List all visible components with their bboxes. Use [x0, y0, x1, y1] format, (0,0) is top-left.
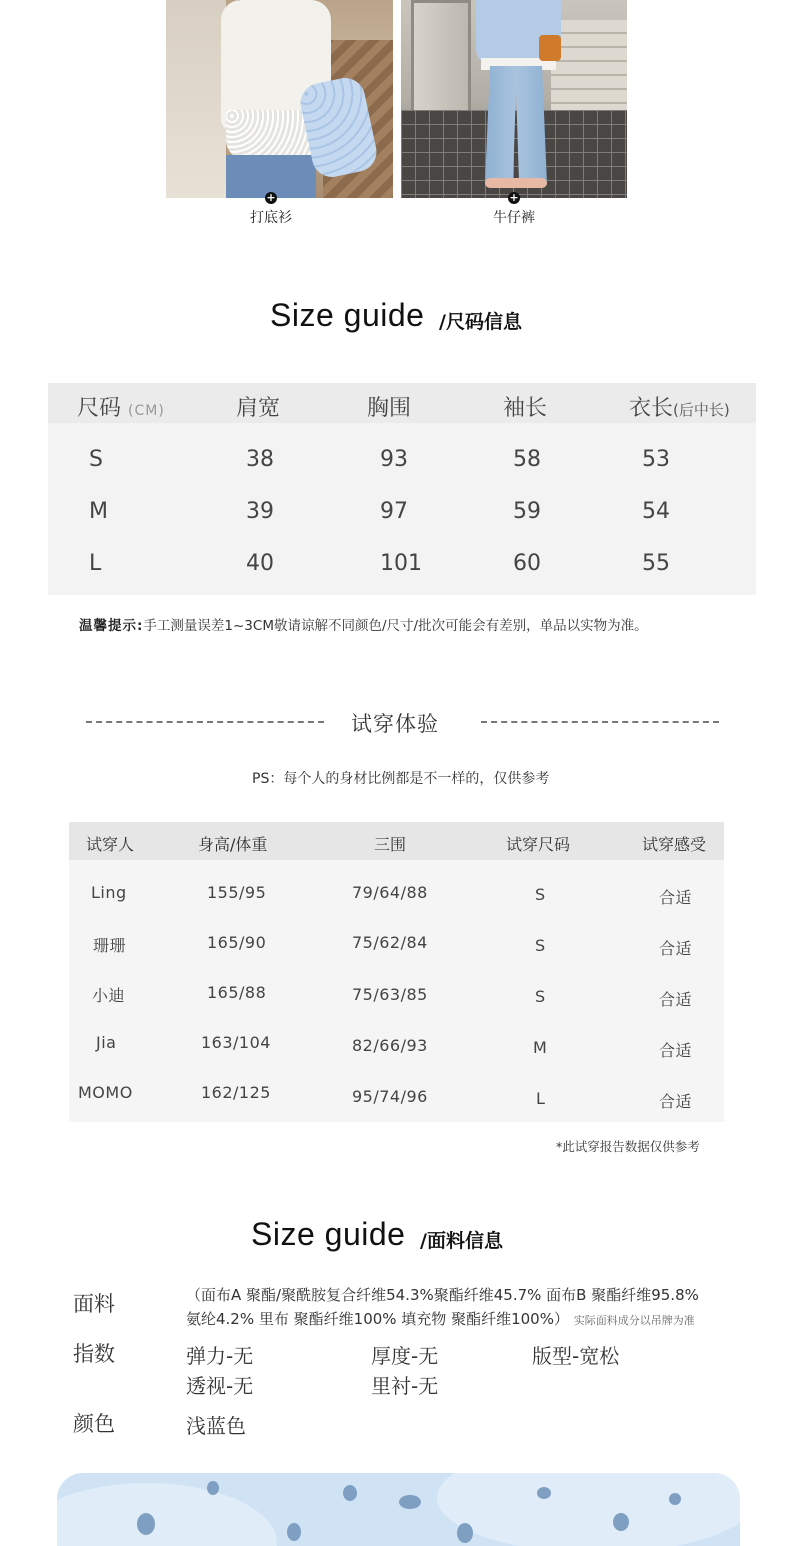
index-fit: 版型-宽松 [532, 1344, 620, 1368]
fabric-composition-line1: （面布A 聚酯/聚酰胺复合纤维54.3%聚酯纤维45.7% 面布B 聚酯纤维95.8% [186, 1286, 699, 1304]
outfit-caption-jeans: 牛仔裤 [493, 210, 535, 226]
tryon-measurements: 82/66/93 [352, 1036, 428, 1055]
tryon-person: Jia [96, 1033, 117, 1052]
tryon-height-weight: 165/90 [207, 933, 267, 952]
tryon-measurements: 95/74/96 [352, 1087, 428, 1106]
tryon-size: S [535, 885, 546, 904]
size-row-sleeve: 60 [513, 551, 541, 576]
tryon-size: L [536, 1089, 546, 1108]
tryon-table [69, 822, 724, 1122]
tryon-feel: 合适 [659, 1041, 693, 1060]
size-table [48, 383, 756, 595]
divider-right [481, 721, 719, 723]
tryon-feel: 合适 [659, 1092, 693, 1111]
size-row-bust: 101 [380, 551, 422, 576]
fabric-composition-line2: 氨纶4.2% 里布 聚酯纤维100% 填充物 聚酯纤维100%） 实际面料成分以吊牌为准 [186, 1310, 695, 1328]
size-row-sleeve: 59 [513, 499, 541, 524]
index-elasticity: 弹力-无 [186, 1344, 254, 1368]
header-height-weight: 身高/体重 [198, 835, 268, 854]
header-size-unit: (CM) [128, 403, 165, 419]
tryon-height-weight: 165/88 [207, 983, 267, 1002]
header-size: 尺码 (CM) [77, 396, 165, 421]
tryon-footnote: *此试穿报告数据仅供参考 [556, 1139, 700, 1154]
tryon-feel: 合适 [659, 990, 693, 1009]
fabric-note: 实际面料成分以吊牌为准 [573, 1314, 695, 1327]
size-row-shoulder: 39 [246, 499, 274, 524]
header-bust: 胸围 [367, 396, 412, 421]
index-thickness: 厚度-无 [371, 1344, 439, 1368]
header-measurements: 三围 [374, 835, 407, 854]
size-row-sleeve: 58 [513, 447, 541, 472]
header-sleeve: 袖长 [503, 396, 548, 421]
size-row-bust: 97 [380, 499, 408, 524]
tryon-feel: 合适 [659, 888, 693, 907]
tryon-ps-note: PS：每个人的身材比例都是不一样的，仅供参考 [252, 771, 550, 787]
outfit-photo-top [166, 0, 393, 198]
tryon-person: MOMO [78, 1083, 133, 1102]
tryon-title: 试穿体验 [351, 712, 439, 736]
tryon-measurements: 79/64/88 [352, 883, 428, 902]
index-sheer: 透视-无 [186, 1374, 254, 1398]
tryon-size: S [535, 936, 546, 955]
divider-left [86, 721, 324, 723]
fabric-guide-subtitle: /面料信息 [420, 1230, 503, 1252]
plus-icon: + [266, 191, 276, 204]
header-tryon-size: 试穿尺码 [506, 835, 571, 854]
size-guide-title: Size guide [270, 297, 425, 333]
tip-text: 手工测量误差1~3CM敬请谅解不同颜色/尺寸/批次可能会有差别，单品以实物为准。 [143, 618, 648, 634]
tryon-table-header [69, 822, 724, 860]
size-row-bust: 93 [380, 447, 408, 472]
measurement-tip [79, 614, 648, 634]
size-table-header [48, 383, 756, 423]
size-row-size: L [89, 551, 102, 576]
size-row-shoulder: 38 [246, 447, 274, 472]
size-row-size: S [89, 447, 103, 472]
size-guide-subtitle: /尺码信息 [439, 311, 522, 333]
fabric-label: 面料 [73, 1292, 115, 1316]
tryon-height-weight: 155/95 [207, 883, 267, 902]
tryon-feel: 合适 [659, 939, 693, 958]
header-length: 衣长(后中长) [629, 396, 730, 421]
header-length-note: (后中长) [673, 401, 730, 419]
size-row-shoulder: 40 [246, 551, 274, 576]
fabric-detail-photo [57, 1473, 740, 1546]
plus-icon: + [509, 191, 519, 204]
color-value: 浅蓝色 [186, 1414, 246, 1438]
tryon-person: 小迪 [92, 986, 126, 1005]
index-lining: 里衬-无 [371, 1374, 439, 1398]
tryon-measurements: 75/62/84 [352, 933, 428, 952]
header-person: 试穿人 [86, 835, 135, 854]
size-row-length: 55 [642, 551, 670, 576]
tryon-size: S [535, 987, 546, 1006]
outfit-caption-top: 打底衫 [250, 210, 292, 226]
tip-label: 温馨提示: [79, 618, 144, 634]
tryon-size: M [533, 1038, 548, 1057]
tryon-height-weight: 163/104 [201, 1033, 271, 1052]
size-row-size: M [89, 499, 108, 524]
fabric-guide-title: Size guide [251, 1216, 406, 1252]
index-label: 指数 [73, 1342, 115, 1366]
outfit-photo-jeans [401, 0, 627, 198]
size-row-length: 54 [642, 499, 670, 524]
tryon-measurements: 75/63/85 [352, 985, 428, 1004]
tryon-person: 珊珊 [93, 936, 127, 955]
header-shoulder: 肩宽 [236, 396, 281, 421]
color-label: 颜色 [73, 1412, 115, 1436]
tryon-height-weight: 162/125 [201, 1083, 271, 1102]
header-feel: 试穿感受 [642, 835, 707, 854]
size-row-length: 53 [642, 447, 670, 472]
tryon-person: Ling [91, 883, 127, 902]
